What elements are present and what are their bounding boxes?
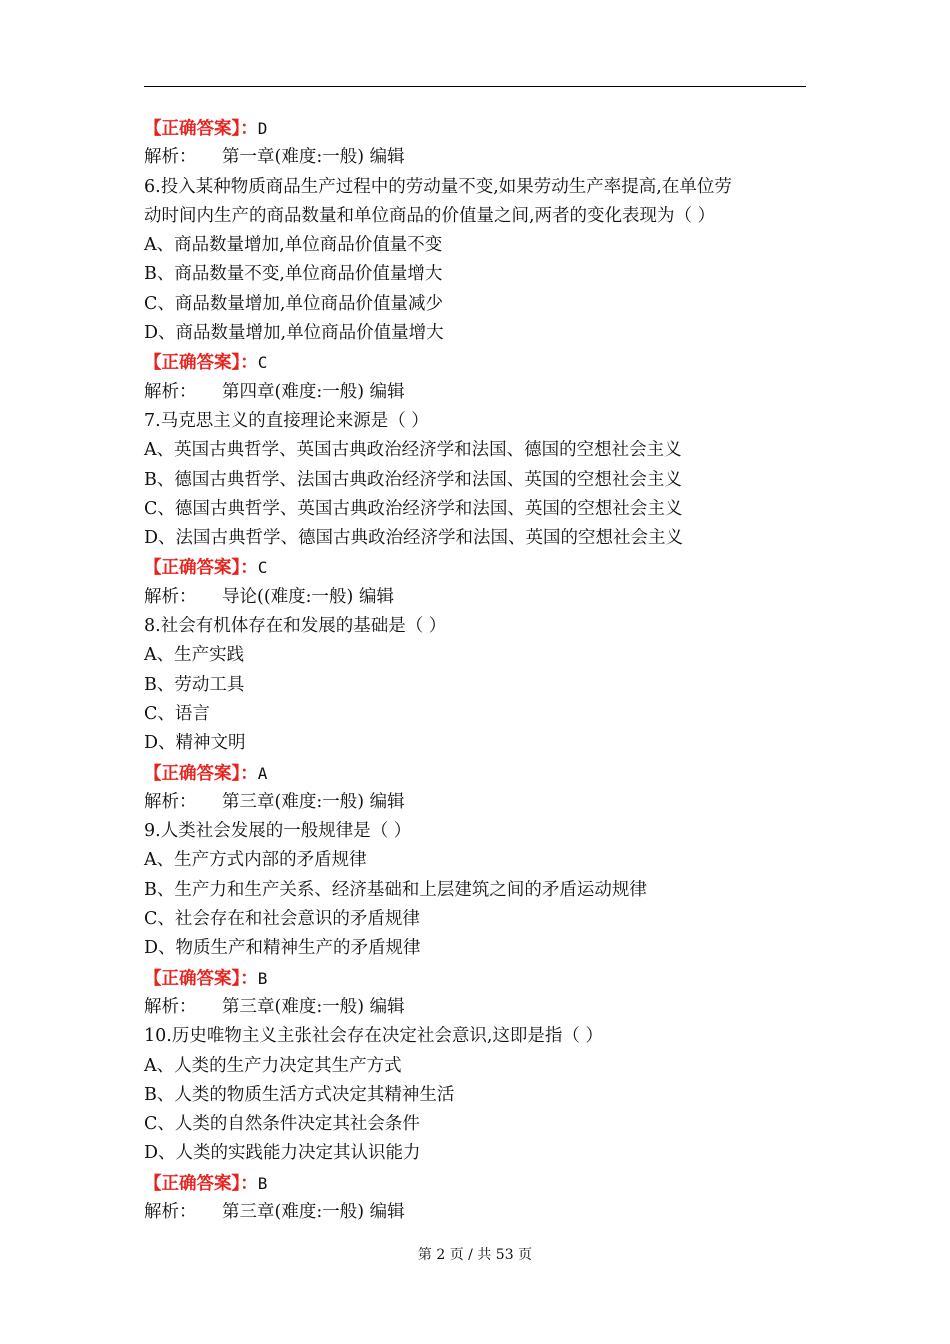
answer-value: D <box>257 119 268 138</box>
answer-line <box>144 964 806 993</box>
answer-line <box>144 1169 806 1198</box>
option-item: B、劳动工具 <box>144 674 245 695</box>
option-item: C、人类的自然条件决定其社会条件 <box>144 1114 420 1135</box>
analysis-label: 解析： <box>144 1201 197 1222</box>
option-item: B、人类的物质生活方式决定其精神生活 <box>144 1084 455 1105</box>
option-item: B、生产力和生产关系、经济基础和上层建筑之间的矛盾运动规律 <box>144 879 647 900</box>
answer-line <box>144 759 806 788</box>
analysis-line <box>144 788 806 817</box>
analysis-line <box>144 583 806 612</box>
option-item: D、商品数量增加,单位商品价值量增大 <box>144 323 444 344</box>
analysis-label: 解析： <box>144 586 197 607</box>
analysis-text: 第一章(难度:一般) 编辑 <box>222 147 405 168</box>
option-item: B、商品数量不变,单位商品价值量增大 <box>144 264 443 285</box>
option-item: C、德国古典哲学、英国古典政治经济学和法国、英国的空想社会主义 <box>144 498 683 519</box>
analysis-label: 解析： <box>144 791 197 812</box>
question-stem: 6.投入某种物质商品生产过程中的劳动量不变,如果劳动生产率提高,在单位劳 <box>144 176 732 197</box>
answer-line <box>144 553 806 582</box>
option-item: C、社会存在和社会意识的矛盾规律 <box>144 909 420 930</box>
page-footer <box>0 1244 950 1264</box>
option-item: A、人类的生产力决定其生产方式 <box>144 1055 402 1076</box>
analysis-line <box>144 993 806 1022</box>
analysis-text: 第三章(难度:一般) 编辑 <box>222 1201 405 1222</box>
answer-label: 【正确答案】： <box>144 353 258 374</box>
option-item: A、英国古典哲学、英国古典政治经济学和法国、德国的空想社会主义 <box>144 440 682 461</box>
option-item: B、德国古典哲学、法国古典政治经济学和法国、英国的空想社会主义 <box>144 469 682 490</box>
answer-label: 【正确答案】： <box>144 763 258 784</box>
option-item: A、商品数量增加,单位商品价值量不变 <box>144 235 443 256</box>
answer-value: B <box>257 968 268 988</box>
answer-value: C <box>257 558 268 578</box>
option-item: C、商品数量增加,单位商品价值量减少 <box>144 293 443 314</box>
answer-label: 【正确答案】： <box>144 968 258 989</box>
answer-label: 【正确答案】： <box>144 119 258 139</box>
answer-value: A <box>257 763 268 783</box>
analysis-line <box>144 1198 806 1227</box>
question-stem: 10.历史唯物主义主张社会存在决定社会意识,这即是指（ ） <box>144 1026 603 1047</box>
answer-line <box>144 348 806 377</box>
question-list <box>144 114 806 1227</box>
analysis-line <box>144 143 806 172</box>
option-item: A、生产实践 <box>144 645 245 666</box>
page-number: 第 2 页 / 共 53 页 <box>417 1247 533 1263</box>
analysis-label: 解析： <box>144 147 197 168</box>
option-item: D、人类的实践能力决定其认识能力 <box>144 1143 421 1164</box>
answer-line <box>144 114 806 143</box>
question-stem: 8.社会有机体存在和发展的基础是（ ） <box>144 616 447 637</box>
answer-label: 【正确答案】： <box>144 558 258 579</box>
question-stem: 7.马克思主义的直接理论来源是（ ） <box>144 410 429 431</box>
question-stem: 动时间内生产的商品数量和单位商品的价值量之间,两者的变化表现为（ ） <box>144 205 716 226</box>
analysis-text: 第三章(难度:一般) 编辑 <box>222 996 405 1017</box>
answer-label: 【正确答案】： <box>144 1173 258 1194</box>
answer-value: B <box>257 1173 268 1193</box>
option-item: A、生产方式内部的矛盾规律 <box>144 850 367 871</box>
analysis-label: 解析： <box>144 996 197 1017</box>
option-item: D、法国古典哲学、德国古典政治经济学和法国、英国的空想社会主义 <box>144 528 684 549</box>
analysis-text: 第三章(难度:一般) 编辑 <box>222 791 405 812</box>
header-rule <box>144 86 806 87</box>
analysis-text: 第四章(难度:一般) 编辑 <box>222 381 405 402</box>
analysis-line <box>144 378 806 407</box>
analysis-label: 解析： <box>144 381 197 402</box>
question-stem: 9.人类社会发展的一般规律是（ ） <box>144 821 412 842</box>
option-item: D、物质生产和精神生产的矛盾规律 <box>144 938 421 959</box>
analysis-text: 导论((难度:一般) 编辑 <box>222 586 394 607</box>
option-item: C、语言 <box>144 703 210 724</box>
option-item: D、精神文明 <box>144 733 246 754</box>
answer-value: C <box>257 353 268 373</box>
